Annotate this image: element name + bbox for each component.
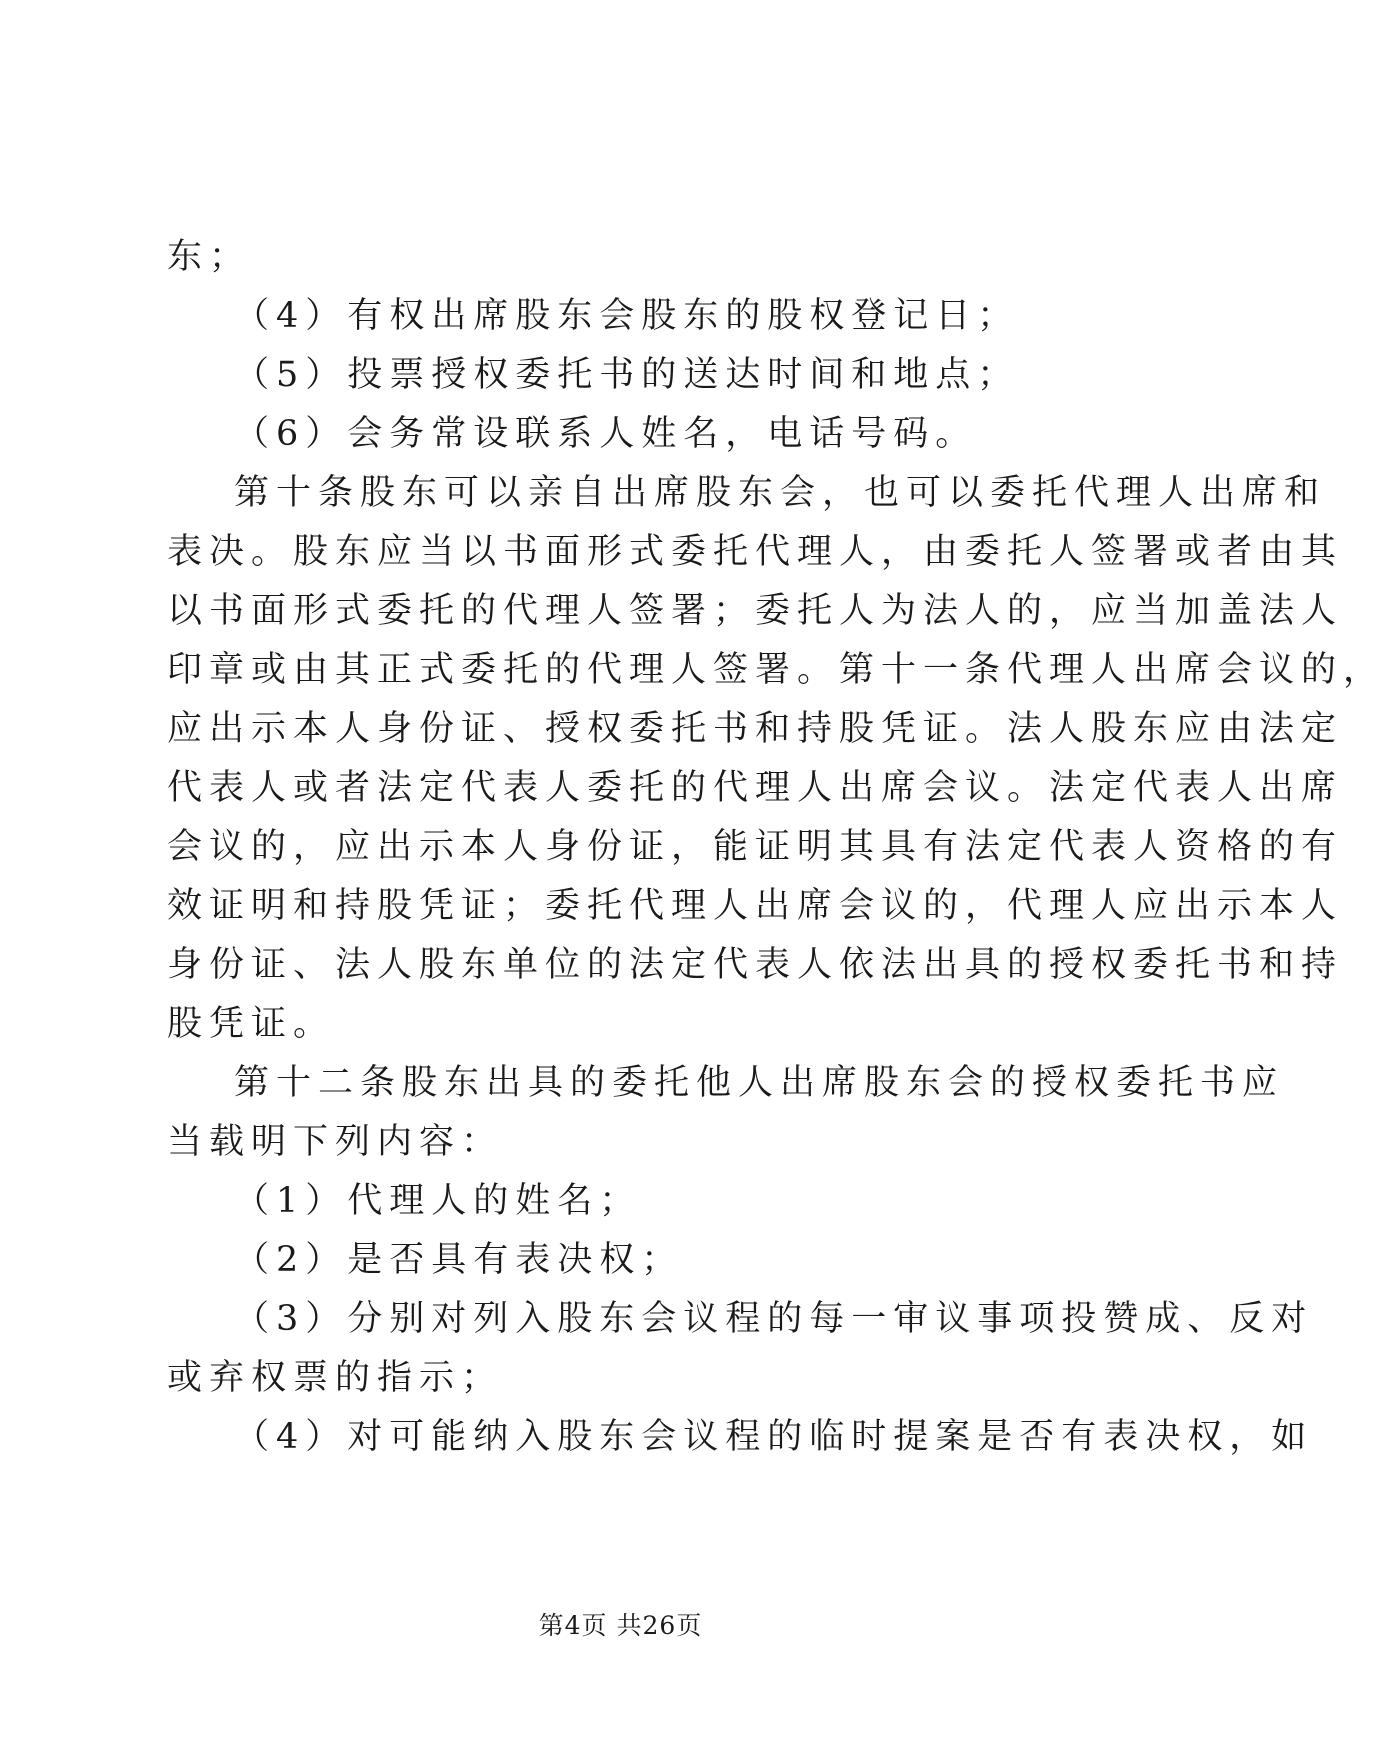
text-line: 以书面形式委托的代理人签署；委托人为法人的，应当加盖法人 [167,591,1344,631]
list-item-1: （1）代理人的姓名； [234,1181,642,1221]
list-item-2: （2）是否具有表决权； [234,1240,684,1280]
text-line: 代表人或者法定代表人委托的代理人出席会议。法定代表人出席 [167,768,1344,808]
list-item-6: （6）会务常设联系人姓名，电话号码。 [234,414,978,454]
article-12-line: 第十二条股东出具的委托他人出席股东会的授权委托书应 [234,1063,1285,1103]
text-line: 或弃权票的指示； [167,1358,504,1398]
list-item-4b: （4）对可能纳入股东会议程的临时提案是否有表决权，如 [234,1417,1314,1457]
text-line: 股凭证。 [167,1004,336,1044]
article-10-line: 第十条股东可以亲自出席股东会，也可以委托代理人出席和 [234,473,1327,513]
text-line: 当载明下列内容： [167,1122,504,1162]
document-body [167,228,1385,1467]
text-line: 应出示本人身份证、授权委托书和持股凭证。法人股东应由法定 [167,709,1344,749]
text-line: 表决。股东应当以书面形式委托代理人，由委托人签署或者由其 [167,532,1344,572]
text-line: 印章或由其正式委托的代理人签署。第十一条代理人出席会议的， [167,650,1385,690]
text-line: 东； [167,237,252,277]
text-line: 会议的，应出示本人身份证，能证明其具有法定代表人资格的有 [167,827,1344,867]
list-item-5: （5）投票授权委托书的送达时间和地点； [234,355,1020,395]
list-item-3: （3）分别对列入股东会议程的每一审议事项投赞成、反对 [234,1299,1314,1339]
text-line: 效证明和持股凭证；委托代理人出席会议的，代理人应出示本人 [167,886,1344,926]
page-number-footer: 第4页 共26页 [538,1611,703,1640]
text-line: 身份证、法人股东单位的法定代表人依法出具的授权委托书和持 [167,945,1344,985]
list-item-4: （4）有权出席股东会股东的股权登记日； [234,296,1020,336]
